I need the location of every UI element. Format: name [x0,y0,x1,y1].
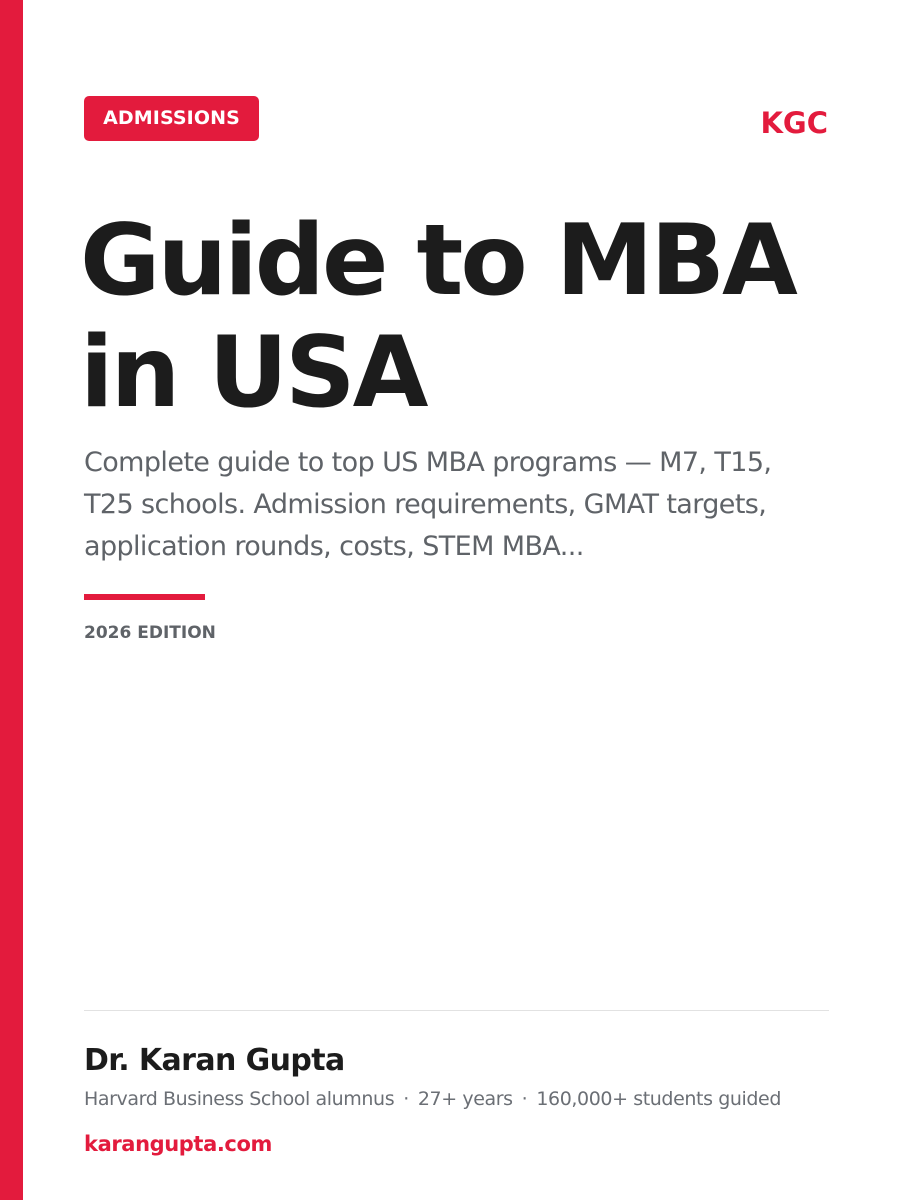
accent-rule [84,594,205,600]
author-credentials [84,1085,781,1113]
separator-dot: · [521,1088,528,1110]
category-badge: ADMISSIONS [84,96,259,141]
credential-item: 27+ years [417,1088,513,1110]
page-title [80,205,850,429]
author-name: Dr. Karan Gupta [84,1043,345,1078]
brand-logo: KGC [760,106,828,140]
title-line: in USA [80,316,426,430]
subtitle [84,442,824,568]
subtitle-line: Complete guide to top US MBA programs — M7, T15, [84,447,772,478]
website-link[interactable]: karangupta.com [84,1132,272,1156]
title-line: Guide to MBA [80,204,795,318]
subtitle-line: T25 schools. Admission requirements, GMAT targets, [84,489,767,520]
credential-item: Harvard Business School alumnus [84,1088,395,1110]
credential-item: 160,000+ students guided [536,1088,782,1110]
accent-side-bar [0,0,23,1200]
subtitle-line: application rounds, costs, STEM MBA... [84,531,584,562]
footer-divider [84,1010,829,1011]
separator-dot: · [403,1088,409,1110]
edition-label: 2026 EDITION [84,623,216,643]
